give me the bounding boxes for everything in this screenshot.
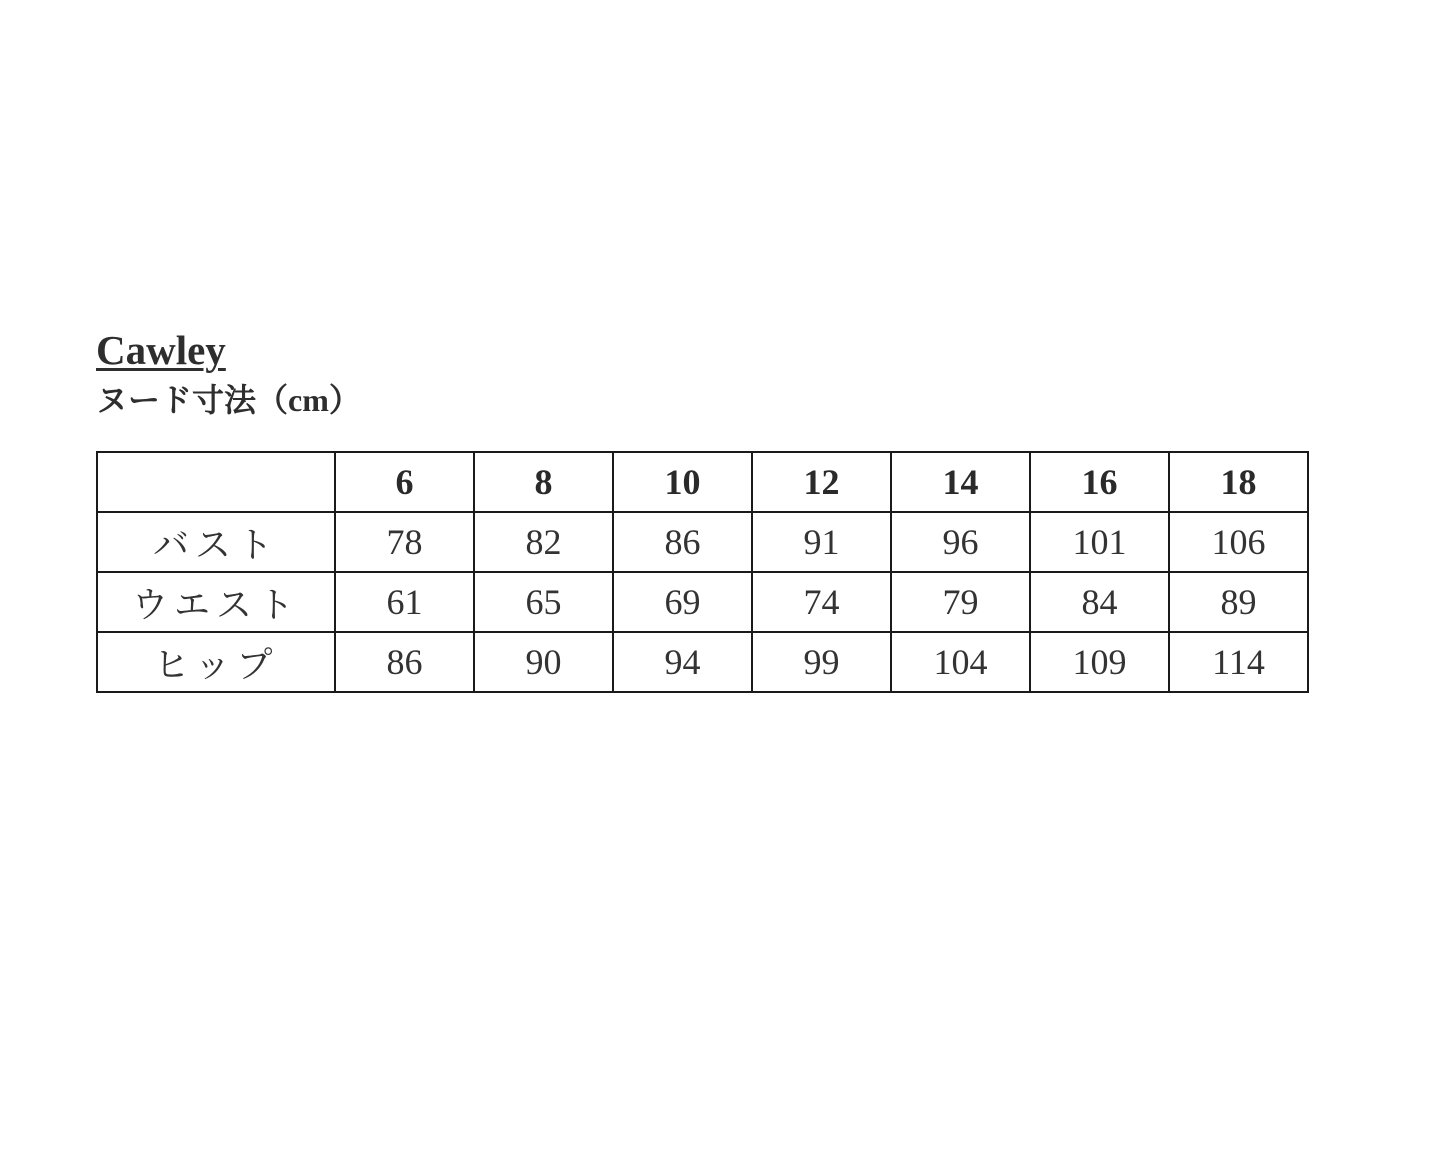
table-cell: 84 <box>1030 572 1169 632</box>
table-cell: 94 <box>613 632 752 692</box>
size-header: 14 <box>891 452 1030 512</box>
table-cell: 61 <box>335 572 474 632</box>
product-title: Cawley <box>96 327 226 373</box>
table-cell: 89 <box>1169 572 1308 632</box>
table-subtitle: ヌード寸法（cm） <box>96 382 361 418</box>
row-label-hip: ヒップ <box>97 632 335 692</box>
size-header: 10 <box>613 452 752 512</box>
table-cell: 109 <box>1030 632 1169 692</box>
table-cell: 86 <box>335 632 474 692</box>
table-cell: 79 <box>891 572 1030 632</box>
table-cell: 69 <box>613 572 752 632</box>
row-label-bust: バスト <box>97 512 335 572</box>
size-chart-table <box>96 451 1309 693</box>
table-cell: 90 <box>474 632 613 692</box>
corner-cell <box>97 452 335 512</box>
table-cell: 104 <box>891 632 1030 692</box>
table-cell: 114 <box>1169 632 1308 692</box>
size-header: 16 <box>1030 452 1169 512</box>
table-cell: 96 <box>891 512 1030 572</box>
table-cell: 86 <box>613 512 752 572</box>
size-header: 12 <box>752 452 891 512</box>
header-row <box>97 452 1308 512</box>
size-header: 8 <box>474 452 613 512</box>
table-cell: 106 <box>1169 512 1308 572</box>
table-cell: 101 <box>1030 512 1169 572</box>
table-row <box>97 632 1308 692</box>
size-header: 6 <box>335 452 474 512</box>
table-row <box>97 572 1308 632</box>
table-cell: 99 <box>752 632 891 692</box>
table-cell: 78 <box>335 512 474 572</box>
table-cell: 74 <box>752 572 891 632</box>
table-cell: 82 <box>474 512 613 572</box>
table-cell: 65 <box>474 572 613 632</box>
table-cell: 91 <box>752 512 891 572</box>
document-header <box>96 326 361 420</box>
table-row <box>97 512 1308 572</box>
row-label-waist: ウエスト <box>97 572 335 632</box>
size-header: 18 <box>1169 452 1308 512</box>
